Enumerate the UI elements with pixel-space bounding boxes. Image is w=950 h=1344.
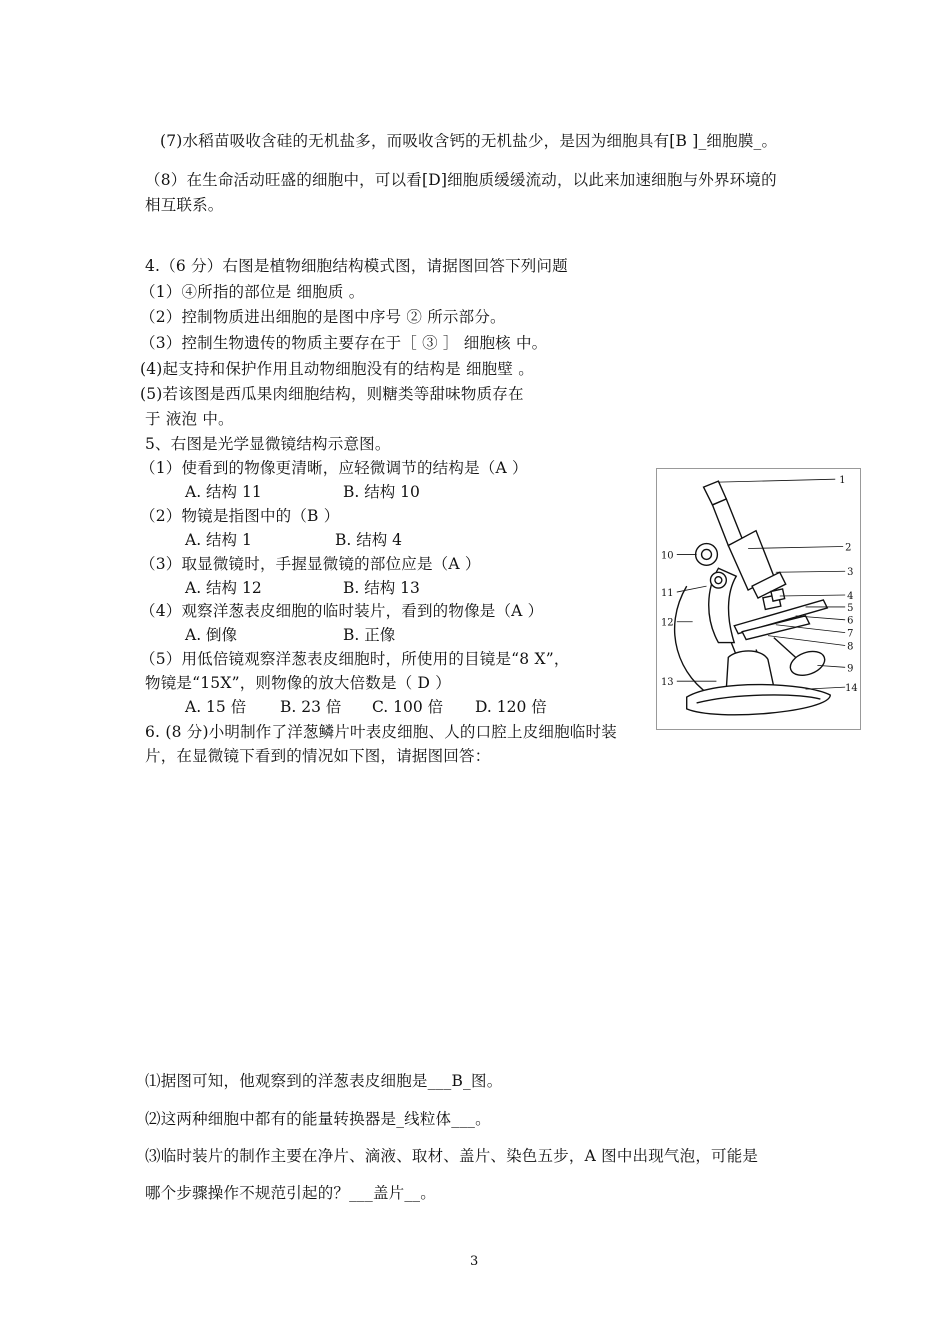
microscope-label-13: 13 [660,677,674,689]
microscope-label-1: 1 [839,475,846,487]
q5-sub-5-option-a: A. 15 倍 [185,698,247,716]
q4-line-5b: 于 液泡 中。 [145,410,234,428]
q5-sub-4: （4）观察洋葱表皮细胞的临时装片，看到的物像是（A ） [140,602,544,620]
microscope-label-3: 3 [847,567,854,579]
q4-line-2: （2）控制物质进出细胞的是图中序号 ② 所示部分。 [140,308,506,326]
q5-sub-3: （3）取显微镜时，手握显微镜的部位应是（A ） [140,555,481,573]
q3-line-8b: 相互联系。 [145,196,224,214]
microscope-label-4: 4 [847,591,854,602]
q4-line-4: (4)起支持和保护作用且动物细胞没有的结构是 细胞壁 。 [140,360,534,378]
q5-sub-5-option-c: C. 100 倍 [372,698,444,716]
q6-line-3a: ⑶临时装片的制作主要在净片、滴液、取材、盖片、染色五步，A 图中出现气泡，可能是 [145,1147,759,1165]
microscope-figure [656,468,861,730]
microscope-label-5: 5 [847,602,854,614]
microscope-label-10: 10 [660,550,674,562]
microscope-label-12: 12 [660,617,674,629]
microscope-label-6: 6 [847,615,854,627]
q5-sub-1: （1）使看到的物像更清晰，应轻微调节的结构是（A ） [140,459,528,477]
q3-line-7: (7)水稻苗吸收含硅的无机盐多，而吸收含钙的无机盐少，是因为细胞具有[B ]_细胞膜_。 [160,132,778,150]
microscope-diagram [657,469,860,729]
microscope-label-7: 7 [847,628,854,640]
q5-sub-2-option-a: A. 结构 1 [185,531,252,549]
q5-sub-1-option-b: B. 结构 10 [343,483,420,501]
q6-line-2: ⑵这两种细胞中都有的能量转换器是_线粒体___。 [145,1110,491,1128]
q4-line-1: （1）④所指的部位是 细胞质 。 [140,283,365,301]
q5-sub-2-option-b: B. 结构 4 [335,531,403,549]
q5-sub-2: （2）物镜是指图中的（B ） [140,507,340,525]
q5-sub-5-option-b: B. 23 倍 [280,698,342,716]
q5-sub-5-option-d: D. 120 倍 [475,698,547,716]
q5-sub-5a: （5）用低倍镜观察洋葱表皮细胞时，所使用的目镜是“8 X”， [140,650,570,668]
q4-line-3: （3）控制生物遗传的物质主要存在于［ ③ ］ 细胞核 中。 [140,334,548,352]
q6-title-a: 6. (8 分)小明制作了洋葱鳞片叶表皮细胞、人的口腔上皮细胞临时装 [145,723,617,741]
microscope-label-2: 2 [845,542,852,554]
q4-line-5a: (5)若该图是西瓜果肉细胞结构，则糖类等甜味物质存在 [140,385,524,403]
q5-sub-1-option-a: A. 结构 11 [185,483,262,501]
q5-sub-5b: 物镜是“15X”，则物像的放大倍数是（ D ） [145,674,451,692]
page-number: 3 [470,1254,479,1269]
q5-sub-3-option-a: A. 结构 12 [185,579,262,597]
q5-sub-3-option-b: B. 结构 13 [343,579,420,597]
microscope-label-11: 11 [660,588,674,600]
q4-title: 4.（6 分）右图是植物细胞结构模式图，请据图回答下列问题 [145,257,568,275]
q6-title-b: 片，在显微镜下看到的情况如下图，请据图回答： [145,747,491,765]
q6-line-3b: 哪个步骤操作不规范引起的？___盖片__。 [145,1184,436,1202]
q5-sub-4-option-a: A. 倒像 [185,626,238,644]
q5-sub-4-option-b: B. 正像 [343,626,396,644]
microscope-label-14: 14 [845,683,858,695]
microscope-label-8: 8 [847,641,854,653]
q5-title: 5、右图是光学显微镜结构示意图。 [145,435,391,453]
microscope-label-9: 9 [847,663,854,675]
q6-line-1: ⑴据图可知，他观察到的洋葱表皮细胞是___B_图。 [145,1072,503,1090]
q3-line-8a: （8）在生命活动旺盛的细胞中，可以看[D]细胞质缓缓流动，以此来加速细胞与外界环境的 [145,171,777,189]
